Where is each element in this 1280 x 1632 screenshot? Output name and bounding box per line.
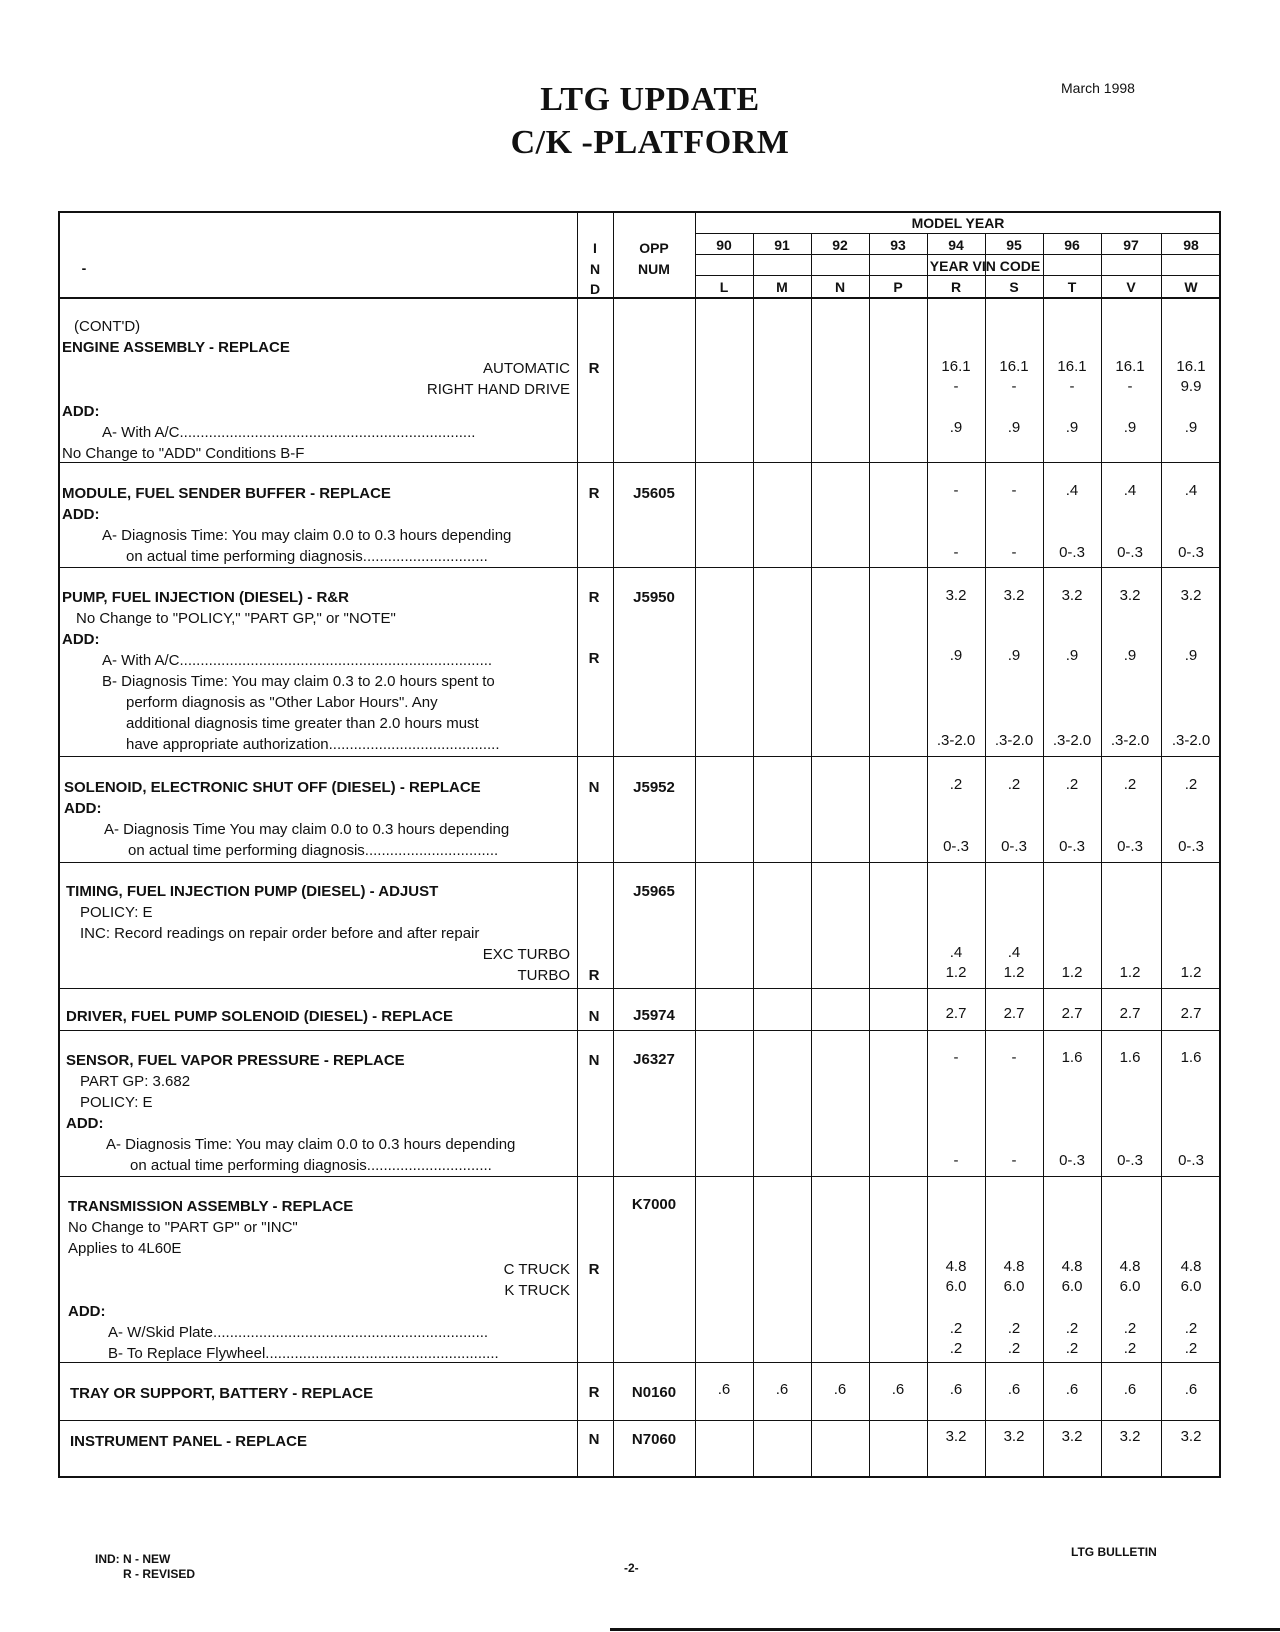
- driver-98: 2.7: [1180, 1005, 1202, 1022]
- sensor-ind: N: [588, 1052, 600, 1069]
- module-97: .4: [1123, 482, 1137, 499]
- col-rule-year-left: [695, 211, 696, 1478]
- header-rule-bottom: [58, 297, 1221, 299]
- tray-90: .6: [717, 1381, 731, 1398]
- panel-98: 3.2: [1180, 1428, 1202, 1445]
- year-96: 96: [1064, 237, 1080, 253]
- ind-header-n: N: [589, 261, 601, 277]
- sensor-97: 1.6: [1119, 1049, 1141, 1066]
- pump-b-line-3: additional diagnosis time greater than 2.0 hours must: [126, 715, 479, 732]
- module-ind: R: [588, 485, 600, 502]
- timing-turbo-97: 1.2: [1119, 964, 1141, 981]
- transmission-no-change: No Change to "PART GP" or "INC": [68, 1219, 298, 1236]
- pump-b-line-1: B- Diagnosis Time: You may claim 0.3 to 2.0 hours spent to: [102, 673, 495, 690]
- vin-code-n: N: [834, 279, 846, 295]
- transmission-skid-98: .2: [1184, 1320, 1198, 1337]
- pump-ac-98: .9: [1184, 647, 1198, 664]
- solenoid-diag-97: 0-.3: [1117, 838, 1143, 855]
- timing-title: TIMING, FUEL INJECTION PUMP (DIESEL) - ADJUST: [66, 883, 439, 900]
- transmission-c-97: 4.8: [1119, 1258, 1141, 1275]
- engine-contd: (CONT'D): [74, 318, 141, 335]
- module-diag-line-2: on actual time performing diagnosis..............................: [126, 548, 488, 565]
- tray-97: .6: [1123, 1381, 1137, 1398]
- vin-code-m: M: [776, 279, 788, 295]
- footer-ind-revised: R - REVISED: [123, 1567, 196, 1581]
- engine-rhd-label: RIGHT HAND DRIVE: [426, 381, 570, 398]
- year-95: 95: [1006, 237, 1022, 253]
- year-92: 92: [832, 237, 848, 253]
- tray-98: .6: [1184, 1381, 1198, 1398]
- module-94: -: [953, 482, 959, 499]
- driver-96: 2.7: [1061, 1005, 1083, 1022]
- tray-91: .6: [775, 1381, 789, 1398]
- header-rule-model-year: [695, 233, 1221, 234]
- row-separator: [58, 1362, 1221, 1363]
- transmission-opp: K7000: [631, 1196, 677, 1213]
- row-separator: [58, 988, 1221, 989]
- pump-94: 3.2: [945, 587, 967, 604]
- sensor-diag-94: -: [953, 1152, 959, 1169]
- transmission-c-95: 4.8: [1003, 1258, 1025, 1275]
- pump-96: 3.2: [1061, 587, 1083, 604]
- year-90: 90: [716, 237, 732, 253]
- transmission-title: TRANSMISSION ASSEMBLY - REPLACE: [68, 1198, 354, 1215]
- pump-no-change: No Change to "POLICY," "PART GP," or "NOTE": [76, 610, 396, 627]
- transmission-fly-97: .2: [1123, 1340, 1137, 1357]
- solenoid-98: .2: [1184, 776, 1198, 793]
- sensor-96: 1.6: [1061, 1049, 1083, 1066]
- year-93: 93: [890, 237, 906, 253]
- vin-code-v: V: [1126, 279, 1136, 295]
- tray-92: .6: [833, 1381, 847, 1398]
- transmission-fly-96: .2: [1065, 1340, 1079, 1357]
- transmission-flywheel-label: B- To Replace Flywheel........................................................: [108, 1345, 499, 1362]
- pump-ac-97: .9: [1123, 647, 1137, 664]
- title-line-1: LTG UPDATE: [540, 81, 760, 118]
- module-98: .4: [1184, 482, 1198, 499]
- module-diag-98: 0-.3: [1178, 544, 1204, 561]
- module-opp: J5605: [633, 485, 675, 502]
- vin-code-w: W: [1184, 279, 1198, 295]
- col-rule-93: [869, 233, 870, 1478]
- solenoid-title: SOLENOID, ELECTRONIC SHUT OFF (DIESEL) - REPLACE: [64, 779, 481, 796]
- transmission-c-98: 4.8: [1180, 1258, 1202, 1275]
- module-add-label: ADD:: [62, 506, 100, 523]
- module-diag-96: 0-.3: [1059, 544, 1085, 561]
- solenoid-97: .2: [1123, 776, 1137, 793]
- header-rule-vin: [695, 275, 1221, 276]
- transmission-add-label: ADD:: [68, 1303, 106, 1320]
- vin-code-p: P: [893, 279, 903, 295]
- module-diag-95: -: [1011, 544, 1017, 561]
- page-number: -2-: [624, 1561, 639, 1575]
- timing-turbo-95: 1.2: [1003, 964, 1025, 981]
- module-diag-97: 0-.3: [1117, 544, 1143, 561]
- timing-opp: J5965: [633, 883, 675, 900]
- timing-exc-94: .4: [949, 944, 963, 961]
- title-line-2: C/K -PLATFORM: [510, 124, 790, 161]
- driver-94: 2.7: [945, 1005, 967, 1022]
- timing-ind: R: [588, 967, 600, 984]
- footer-bulletin: LTG BULLETIN: [1071, 1545, 1157, 1559]
- sensor-opp: J6327: [633, 1051, 675, 1068]
- pump-95: 3.2: [1003, 587, 1025, 604]
- row-separator: [58, 1176, 1221, 1177]
- vin-code-r: R: [950, 279, 962, 295]
- engine-rhd-98: 9.9: [1180, 378, 1202, 395]
- vin-code-t: T: [1067, 279, 1077, 295]
- timing-turbo-94: 1.2: [945, 964, 967, 981]
- ind-header-d: D: [589, 281, 601, 297]
- tray-title: TRAY OR SUPPORT, BATTERY - REPLACE: [70, 1385, 374, 1402]
- transmission-fly-94: .2: [949, 1340, 963, 1357]
- row-separator: [58, 1420, 1221, 1421]
- solenoid-diag-96: 0-.3: [1059, 838, 1085, 855]
- vin-code-l: L: [719, 279, 729, 295]
- engine-auto-95: 16.1: [999, 358, 1029, 375]
- panel-opp: N7060: [631, 1431, 677, 1448]
- driver-97: 2.7: [1119, 1005, 1141, 1022]
- engine-ac-96: .9: [1065, 419, 1079, 436]
- transmission-c-truck-label: C TRUCK: [503, 1261, 570, 1278]
- solenoid-94: .2: [949, 776, 963, 793]
- pump-diag-96: .3-2.0: [1052, 732, 1092, 749]
- row-separator: [58, 567, 1221, 568]
- solenoid-diag-line-1: A- Diagnosis Time You may claim 0.0 to 0.3 hours depending: [104, 821, 510, 838]
- pump-diag-95: .3-2.0: [994, 732, 1034, 749]
- pump-ac-94: .9: [949, 647, 963, 664]
- engine-auto-94: 16.1: [941, 358, 971, 375]
- sensor-title: SENSOR, FUEL VAPOR PRESSURE - REPLACE: [66, 1052, 405, 1069]
- col-rule-91: [753, 233, 754, 1478]
- col-rule-98: [1161, 233, 1162, 1478]
- pump-98: 3.2: [1180, 587, 1202, 604]
- sensor-98: 1.6: [1180, 1049, 1202, 1066]
- transmission-skid-95: .2: [1007, 1320, 1021, 1337]
- panel-title: INSTRUMENT PANEL - REPLACE: [70, 1433, 307, 1450]
- footer-rule: [610, 1628, 1280, 1631]
- tray-ind: R: [588, 1384, 600, 1401]
- footer-ind-new: IND: N - NEW: [95, 1552, 171, 1566]
- row-separator: [58, 862, 1221, 863]
- tray-opp: N0160: [631, 1384, 677, 1401]
- sensor-diag-line-2: on actual time performing diagnosis..............................: [130, 1157, 492, 1174]
- solenoid-diag-98: 0-.3: [1178, 838, 1204, 855]
- transmission-skid-label: A- W/Skid Plate..................................................................: [108, 1324, 489, 1341]
- timing-turbo-96: 1.2: [1061, 964, 1083, 981]
- panel-97: 3.2: [1119, 1428, 1141, 1445]
- timing-exc-95: .4: [1007, 944, 1021, 961]
- engine-auto-96: 16.1: [1057, 358, 1087, 375]
- engine-no-change: No Change to "ADD" Conditions B-F: [62, 445, 305, 462]
- timing-exc-turbo-label: EXC TURBO: [482, 946, 570, 963]
- pump-ac-95: .9: [1007, 647, 1021, 664]
- sensor-diag-96: 0-.3: [1059, 1152, 1085, 1169]
- header-rule-years: [695, 254, 1221, 255]
- solenoid-diag-line-2: on actual time performing diagnosis................................: [128, 842, 499, 859]
- transmission-k-94: 6.0: [945, 1278, 967, 1295]
- transmission-c-96: 4.8: [1061, 1258, 1083, 1275]
- engine-rhd-95: -: [1011, 378, 1017, 395]
- col-rule-opp-left: [613, 211, 614, 1478]
- panel-94: 3.2: [945, 1428, 967, 1445]
- solenoid-96: .2: [1065, 776, 1079, 793]
- pump-ind-ac: R: [588, 650, 600, 667]
- driver-ind: N: [588, 1008, 600, 1025]
- solenoid-95: .2: [1007, 776, 1021, 793]
- driver-95: 2.7: [1003, 1005, 1025, 1022]
- pump-diag-97: .3-2.0: [1110, 732, 1150, 749]
- transmission-applies: Applies to 4L60E: [68, 1240, 182, 1257]
- sensor-95: -: [1011, 1049, 1017, 1066]
- sensor-policy: POLICY: E: [80, 1094, 153, 1111]
- engine-rhd-97: -: [1127, 378, 1133, 395]
- engine-ind: R: [588, 360, 600, 377]
- panel-95: 3.2: [1003, 1428, 1025, 1445]
- pump-97: 3.2: [1119, 587, 1141, 604]
- engine-ac-94: .9: [949, 419, 963, 436]
- year-vin-code-header: YEAR VIN CODE: [929, 258, 1041, 274]
- transmission-k-96: 6.0: [1061, 1278, 1083, 1295]
- sensor-94: -: [953, 1049, 959, 1066]
- engine-auto-98: 16.1: [1176, 358, 1206, 375]
- module-96: .4: [1065, 482, 1079, 499]
- engine-ac-97: .9: [1123, 419, 1137, 436]
- row-separator: [58, 1030, 1221, 1031]
- tray-94: .6: [949, 1381, 963, 1398]
- pump-diag-98: .3-2.0: [1171, 732, 1211, 749]
- row-separator: [58, 756, 1221, 757]
- pump-add-label: ADD:: [62, 631, 100, 648]
- sensor-diag-98: 0-.3: [1178, 1152, 1204, 1169]
- pump-ind: R: [588, 589, 600, 606]
- engine-auto-97: 16.1: [1115, 358, 1145, 375]
- engine-ac-98: .9: [1184, 419, 1198, 436]
- solenoid-opp: J5952: [633, 779, 675, 796]
- engine-ac-label: A- With A/C.......................................................................: [102, 424, 476, 441]
- col-rule-ind-left: [577, 211, 578, 1478]
- pump-b-line-2: perform diagnosis as "Other Labor Hours". Any: [126, 694, 438, 711]
- year-91: 91: [774, 237, 790, 253]
- engine-rhd-96: -: [1069, 378, 1075, 395]
- timing-policy: POLICY: E: [80, 904, 153, 921]
- engine-title: ENGINE ASSEMBLY - REPLACE: [62, 339, 290, 356]
- timing-turbo-98: 1.2: [1180, 964, 1202, 981]
- module-95: -: [1011, 482, 1017, 499]
- transmission-c-94: 4.8: [945, 1258, 967, 1275]
- opp-header-line-2: NUM: [638, 261, 670, 277]
- module-title: MODULE, FUEL SENDER BUFFER - REPLACE: [62, 485, 391, 502]
- pump-ac-label: A- With A/C...........................................................................: [102, 652, 493, 669]
- pump-opp: J5950: [633, 589, 675, 606]
- col-rule-92: [811, 233, 812, 1478]
- transmission-ind: R: [588, 1261, 600, 1278]
- solenoid-diag-95: 0-.3: [1001, 838, 1027, 855]
- pump-ac-96: .9: [1065, 647, 1079, 664]
- engine-ac-95: .9: [1007, 419, 1021, 436]
- year-97: 97: [1123, 237, 1139, 253]
- panel-96: 3.2: [1061, 1428, 1083, 1445]
- sensor-diag-97: 0-.3: [1117, 1152, 1143, 1169]
- sensor-diag-95: -: [1011, 1152, 1017, 1169]
- transmission-k-97: 6.0: [1119, 1278, 1141, 1295]
- engine-automatic-label: AUTOMATIC: [483, 360, 570, 377]
- description-header-dash: -: [81, 260, 87, 276]
- pump-b-line-4: have appropriate authorization.........................................: [126, 736, 500, 753]
- tray-95: .6: [1007, 1381, 1021, 1398]
- transmission-fly-98: .2: [1184, 1340, 1198, 1357]
- sensor-part-gp: PART GP: 3.682: [80, 1073, 191, 1090]
- pump-title: PUMP, FUEL INJECTION (DIESEL) - R&R: [62, 589, 349, 606]
- ind-header-i: I: [593, 240, 597, 256]
- year-94: 94: [948, 237, 964, 253]
- bulletin-date: March 1998: [1061, 80, 1135, 96]
- solenoid-ind: N: [588, 779, 600, 796]
- solenoid-diag-94: 0-.3: [943, 838, 969, 855]
- engine-rhd-94: -: [953, 378, 959, 395]
- sensor-add-label: ADD:: [66, 1115, 104, 1132]
- transmission-k-truck-label: K TRUCK: [504, 1282, 570, 1299]
- module-diag-line-1: A- Diagnosis Time: You may claim 0.0 to 0.3 hours depending: [102, 527, 512, 544]
- sensor-diag-line-1: A- Diagnosis Time: You may claim 0.0 to 0.3 hours depending: [106, 1136, 516, 1153]
- vin-code-s: S: [1009, 279, 1019, 295]
- opp-header-line-1: OPP: [639, 240, 669, 256]
- page-title: [400, 78, 900, 164]
- module-diag-94: -: [953, 544, 959, 561]
- transmission-skid-96: .2: [1065, 1320, 1079, 1337]
- driver-title: DRIVER, FUEL PUMP SOLENOID (DIESEL) - REPLACE: [66, 1008, 453, 1025]
- panel-ind: N: [588, 1431, 600, 1448]
- driver-opp: J5974: [633, 1007, 675, 1024]
- row-separator: [58, 462, 1221, 463]
- transmission-k-98: 6.0: [1180, 1278, 1202, 1295]
- timing-turbo-label: TURBO: [517, 967, 570, 984]
- model-year-header: MODEL YEAR: [911, 215, 1005, 231]
- year-98: 98: [1183, 237, 1199, 253]
- pump-diag-94: .3-2.0: [936, 732, 976, 749]
- transmission-fly-95: .2: [1007, 1340, 1021, 1357]
- tray-93: .6: [891, 1381, 905, 1398]
- solenoid-add-label: ADD:: [64, 800, 102, 817]
- transmission-skid-94: .2: [949, 1320, 963, 1337]
- tray-96: .6: [1065, 1381, 1079, 1398]
- transmission-k-95: 6.0: [1003, 1278, 1025, 1295]
- engine-add-label: ADD:: [62, 403, 100, 420]
- timing-inc: INC: Record readings on repair order before and after repair: [80, 925, 480, 942]
- transmission-skid-97: .2: [1123, 1320, 1137, 1337]
